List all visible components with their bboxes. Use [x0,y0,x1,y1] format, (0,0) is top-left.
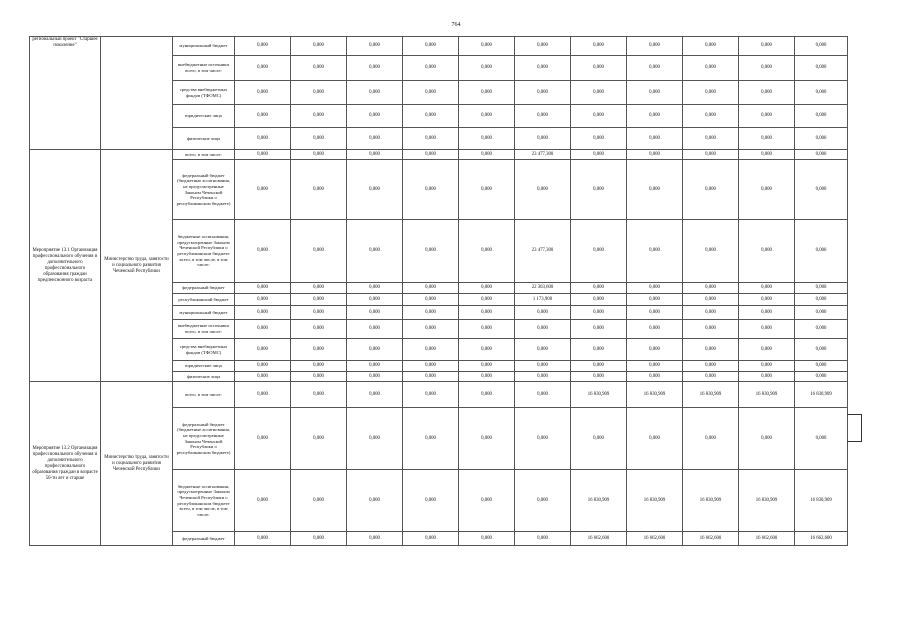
value-cell: 0,000 [683,361,739,372]
value-cell: 0,000 [459,532,515,546]
value-cell: 0,000 [347,339,403,361]
value-cell: 0,000 [683,320,739,339]
value-cell: 0,000 [795,372,848,382]
value-cell: 0,000 [291,160,347,220]
value-cell: 0,000 [459,37,515,56]
value-cell: 0,000 [459,361,515,372]
value-cell: 0,000 [347,361,403,372]
value-cell: 0,000 [347,306,403,320]
value-cell: 0,000 [291,294,347,306]
value-cell: 0,000 [795,306,848,320]
value-cell: 0,000 [235,150,291,160]
value-cell: 0,000 [403,283,459,294]
value-cell: 0,000 [291,37,347,56]
value-cell: 16 830,909 [571,470,627,532]
funding-source-cell: внебюджетные источники всего, в том числе: [173,56,235,81]
value-cell: 0,000 [739,150,795,160]
value-cell: 0,000 [459,105,515,128]
value-cell: 16 662,600 [627,532,683,546]
value-cell: 0,000 [403,382,459,408]
value-cell: 0,000 [291,105,347,128]
extra-border [847,414,862,442]
value-cell: 0,000 [627,56,683,81]
value-cell: 0,000 [795,361,848,372]
value-cell: 0,000 [627,81,683,105]
value-cell: 0,000 [627,105,683,128]
funding-source-cell: физические лица [173,128,235,150]
value-cell: 1 173,900 [515,294,571,306]
funding-source-cell: внебюджетные источники всего, в том числе: [173,320,235,339]
value-cell: 0,000 [515,37,571,56]
value-cell: 0,000 [403,294,459,306]
value-cell: 0,000 [795,408,848,470]
funding-source-cell: федеральный бюджет [173,283,235,294]
value-cell: 0,000 [515,320,571,339]
value-cell: 0,000 [347,105,403,128]
value-cell: 0,000 [627,372,683,382]
value-cell: 0,000 [683,294,739,306]
value-cell: 0,000 [739,306,795,320]
executor-cell: Министерство труда, занятости и социального развития Чеченской Республики [101,150,173,382]
value-cell: 0,000 [795,283,848,294]
value-cell: 23 477,300 [515,150,571,160]
value-cell: 0,000 [571,160,627,220]
value-cell: 0,000 [291,339,347,361]
value-cell: 0,000 [235,408,291,470]
value-cell: 0,000 [571,294,627,306]
value-cell: 0,000 [795,56,848,81]
value-cell: 16 662,600 [683,532,739,546]
value-cell: 23 477,300 [515,220,571,283]
value-cell: 0,000 [347,220,403,283]
value-cell: 0,000 [291,220,347,283]
value-cell: 0,000 [403,306,459,320]
value-cell: 0,000 [795,81,848,105]
value-cell: 0,000 [795,220,848,283]
value-cell: 0,000 [683,408,739,470]
value-cell: 22 303,600 [515,283,571,294]
value-cell: 0,000 [459,81,515,105]
value-cell: 0,000 [347,294,403,306]
funding-source-cell: всего, в том числе: [173,382,235,408]
value-cell: 0,000 [235,56,291,81]
value-cell: 0,000 [627,150,683,160]
value-cell: 16 830,909 [739,382,795,408]
value-cell: 0,000 [403,320,459,339]
value-cell: 0,000 [347,128,403,150]
value-cell: 0,000 [571,128,627,150]
measure-name-cell: Мероприятие 13.1 Организация профессионального обучения и дополнительного профессионального образования граждан предпенсионного возраста [30,150,101,382]
value-cell: 0,000 [627,128,683,150]
value-cell: 0,000 [571,37,627,56]
value-cell: 0,000 [235,283,291,294]
value-cell: 16 830,909 [627,470,683,532]
value-cell: 0,000 [683,220,739,283]
value-cell: 0,000 [291,382,347,408]
funding-source-cell: республиканский бюджет [173,294,235,306]
value-cell: 16 662,600 [571,532,627,546]
value-cell: 0,000 [403,470,459,532]
value-cell: 0,000 [291,532,347,546]
value-cell: 0,000 [235,37,291,56]
value-cell: 0,000 [235,220,291,283]
value-cell: 16 662,600 [795,532,848,546]
value-cell: 0,000 [683,339,739,361]
value-cell: 0,000 [291,306,347,320]
value-cell: 0,000 [515,160,571,220]
value-cell: 16 830,909 [627,382,683,408]
value-cell: 0,000 [571,339,627,361]
value-cell: 0,000 [739,361,795,372]
value-cell: 0,000 [515,306,571,320]
value-cell: 0,000 [795,339,848,361]
executor-cell: Министерство труда, занятости и социального развития Чеченской Республики [101,382,173,546]
value-cell: 16 830,909 [739,470,795,532]
funding-source-cell: бюджетные ассигнования, предусмотренные Законом Чеченской Республики о республиканском бюджете всего, в том числе, в том числе: [173,470,235,532]
value-cell: 0,000 [739,220,795,283]
value-cell: 0,000 [515,372,571,382]
value-cell: 0,000 [403,160,459,220]
value-cell: 16 830,909 [795,382,848,408]
value-cell: 0,000 [403,105,459,128]
funding-source-cell: федеральный бюджет [173,532,235,546]
value-cell: 0,000 [347,56,403,81]
value-cell: 0,000 [403,56,459,81]
value-cell: 0,000 [739,408,795,470]
value-cell: 0,000 [235,361,291,372]
value-cell: 0,000 [347,408,403,470]
value-cell: 0,000 [627,160,683,220]
executor-cell [101,37,173,150]
value-cell: 0,000 [627,361,683,372]
value-cell: 0,000 [347,532,403,546]
value-cell: 0,000 [683,160,739,220]
measure-name-cell: региональный проект "Старшее поколение" [30,37,101,150]
value-cell: 0,000 [459,150,515,160]
funding-source-cell: муниципальный бюджет [173,306,235,320]
funding-source-cell: бюджетные ассигнования, предусмотренные Законом Чеченской Республики о республиканском бюджете всего, в том числе, в том числе: [173,220,235,283]
value-cell: 0,000 [683,283,739,294]
value-cell: 0,000 [291,361,347,372]
value-cell: 16 662,600 [739,532,795,546]
value-cell: 0,000 [515,128,571,150]
value-cell: 0,000 [571,408,627,470]
value-cell: 0,000 [403,128,459,150]
value-cell: 0,000 [403,220,459,283]
value-cell: 0,000 [795,128,848,150]
value-cell: 16 830,909 [795,470,848,532]
page-number: 764 [451,22,461,28]
value-cell: 0,000 [347,320,403,339]
budget-table [29,36,848,546]
value-cell: 0,000 [571,283,627,294]
value-cell: 0,000 [515,361,571,372]
value-cell: 0,000 [571,150,627,160]
value-cell: 0,000 [459,283,515,294]
value-cell: 0,000 [515,470,571,532]
value-cell: 0,000 [515,339,571,361]
value-cell: 0,000 [739,320,795,339]
funding-source-cell: федеральный бюджет (бюджетные ассигнования, не предусмотренные Законом Чеченской Республики о республиканском бюджете) [173,408,235,470]
funding-source-cell: федеральный бюджет (бюджетные ассигнования, не предусмотренные Законом Чеченской Республики о республиканском бюджете) [173,160,235,220]
value-cell: 16 830,909 [571,382,627,408]
value-cell: 0,000 [739,37,795,56]
value-cell: 0,000 [291,56,347,81]
value-cell: 0,000 [459,306,515,320]
value-cell: 16 830,909 [683,470,739,532]
value-cell: 0,000 [235,382,291,408]
value-cell: 0,000 [795,160,848,220]
value-cell: 0,000 [515,105,571,128]
measure-name-cell: Мероприятие 13.2 Организация профессионального обучения и дополнительного профессионального образования граждан в возрасте 50-ти лет и старше [30,382,101,546]
value-cell: 0,000 [235,320,291,339]
value-cell: 0,000 [739,372,795,382]
value-cell: 0,000 [235,372,291,382]
value-cell: 0,000 [459,128,515,150]
funding-source-cell: всего, в том числе: [173,150,235,160]
value-cell: 0,000 [795,105,848,128]
value-cell: 0,000 [571,361,627,372]
value-cell: 0,000 [627,283,683,294]
funding-source-cell: физические лица [173,372,235,382]
value-cell: 0,000 [403,37,459,56]
value-cell: 0,000 [739,56,795,81]
value-cell: 0,000 [739,160,795,220]
value-cell: 0,000 [235,306,291,320]
value-cell: 0,000 [515,56,571,81]
value-cell: 0,000 [459,382,515,408]
value-cell: 0,000 [571,220,627,283]
value-cell: 0,000 [739,128,795,150]
value-cell: 0,000 [459,160,515,220]
value-cell: 0,000 [739,339,795,361]
value-cell: 0,000 [403,372,459,382]
value-cell: 0,000 [291,81,347,105]
value-cell: 0,000 [291,372,347,382]
value-cell: 0,000 [235,160,291,220]
value-cell: 0,000 [683,105,739,128]
value-cell: 0,000 [235,532,291,546]
value-cell: 0,000 [683,37,739,56]
value-cell: 0,000 [235,339,291,361]
value-cell: 0,000 [515,408,571,470]
value-cell: 0,000 [291,128,347,150]
value-cell: 0,000 [459,320,515,339]
value-cell: 0,000 [739,283,795,294]
value-cell: 0,000 [403,408,459,470]
value-cell: 0,000 [459,220,515,283]
value-cell: 0,000 [683,128,739,150]
value-cell: 0,000 [235,294,291,306]
value-cell: 0,000 [627,306,683,320]
value-cell: 0,000 [515,81,571,105]
value-cell: 0,000 [347,382,403,408]
value-cell: 0,000 [683,81,739,105]
value-cell: 0,000 [627,220,683,283]
funding-source-cell: юридические лица [173,361,235,372]
value-cell: 0,000 [347,160,403,220]
funding-source-cell: средства внебюджетных фондов (ТФОМС) [173,339,235,361]
value-cell: 0,000 [627,408,683,470]
value-cell: 0,000 [571,81,627,105]
funding-source-cell: средства внебюджетных фондов (ТФОМС) [173,81,235,105]
value-cell: 0,000 [459,372,515,382]
value-cell: 0,000 [627,37,683,56]
value-cell: 0,000 [515,532,571,546]
value-cell: 0,000 [739,105,795,128]
value-cell: 0,000 [515,382,571,408]
value-cell: 0,000 [291,470,347,532]
value-cell: 0,000 [347,81,403,105]
value-cell: 0,000 [683,306,739,320]
value-cell: 0,000 [627,320,683,339]
value-cell: 0,000 [571,320,627,339]
value-cell: 0,000 [571,56,627,81]
value-cell: 0,000 [347,150,403,160]
value-cell: 0,000 [459,408,515,470]
value-cell: 0,000 [403,361,459,372]
value-cell: 0,000 [795,150,848,160]
value-cell: 0,000 [571,105,627,128]
value-cell: 0,000 [347,283,403,294]
value-cell: 0,000 [235,81,291,105]
value-cell: 0,000 [683,150,739,160]
value-cell: 0,000 [403,81,459,105]
value-cell: 0,000 [739,294,795,306]
value-cell: 0,000 [347,372,403,382]
value-cell: 0,000 [571,372,627,382]
value-cell: 0,000 [235,470,291,532]
value-cell: 0,000 [627,339,683,361]
value-cell: 0,000 [403,150,459,160]
funding-source-cell: муниципальный бюджет [173,37,235,56]
value-cell: 0,000 [291,150,347,160]
value-cell: 0,000 [683,372,739,382]
value-cell: 0,000 [235,105,291,128]
value-cell: 0,000 [235,128,291,150]
table-row [30,382,848,408]
value-cell: 0,000 [795,294,848,306]
value-cell: 0,000 [459,339,515,361]
value-cell: 0,000 [403,532,459,546]
value-cell: 0,000 [739,81,795,105]
funding-source-cell: юридические лица [173,105,235,128]
value-cell: 0,000 [459,470,515,532]
value-cell: 0,000 [459,56,515,81]
value-cell: 0,000 [347,37,403,56]
value-cell: 0,000 [347,470,403,532]
value-cell: 0,000 [291,408,347,470]
value-cell: 16 830,909 [683,382,739,408]
value-cell: 0,000 [627,294,683,306]
value-cell: 0,000 [571,306,627,320]
value-cell: 0,000 [795,320,848,339]
value-cell: 0,000 [291,320,347,339]
value-cell: 0,000 [459,294,515,306]
value-cell: 0,000 [291,283,347,294]
value-cell: 0,000 [795,37,848,56]
value-cell: 0,000 [683,56,739,81]
table-row [30,37,848,56]
value-cell: 0,000 [403,339,459,361]
table-row [30,150,848,160]
